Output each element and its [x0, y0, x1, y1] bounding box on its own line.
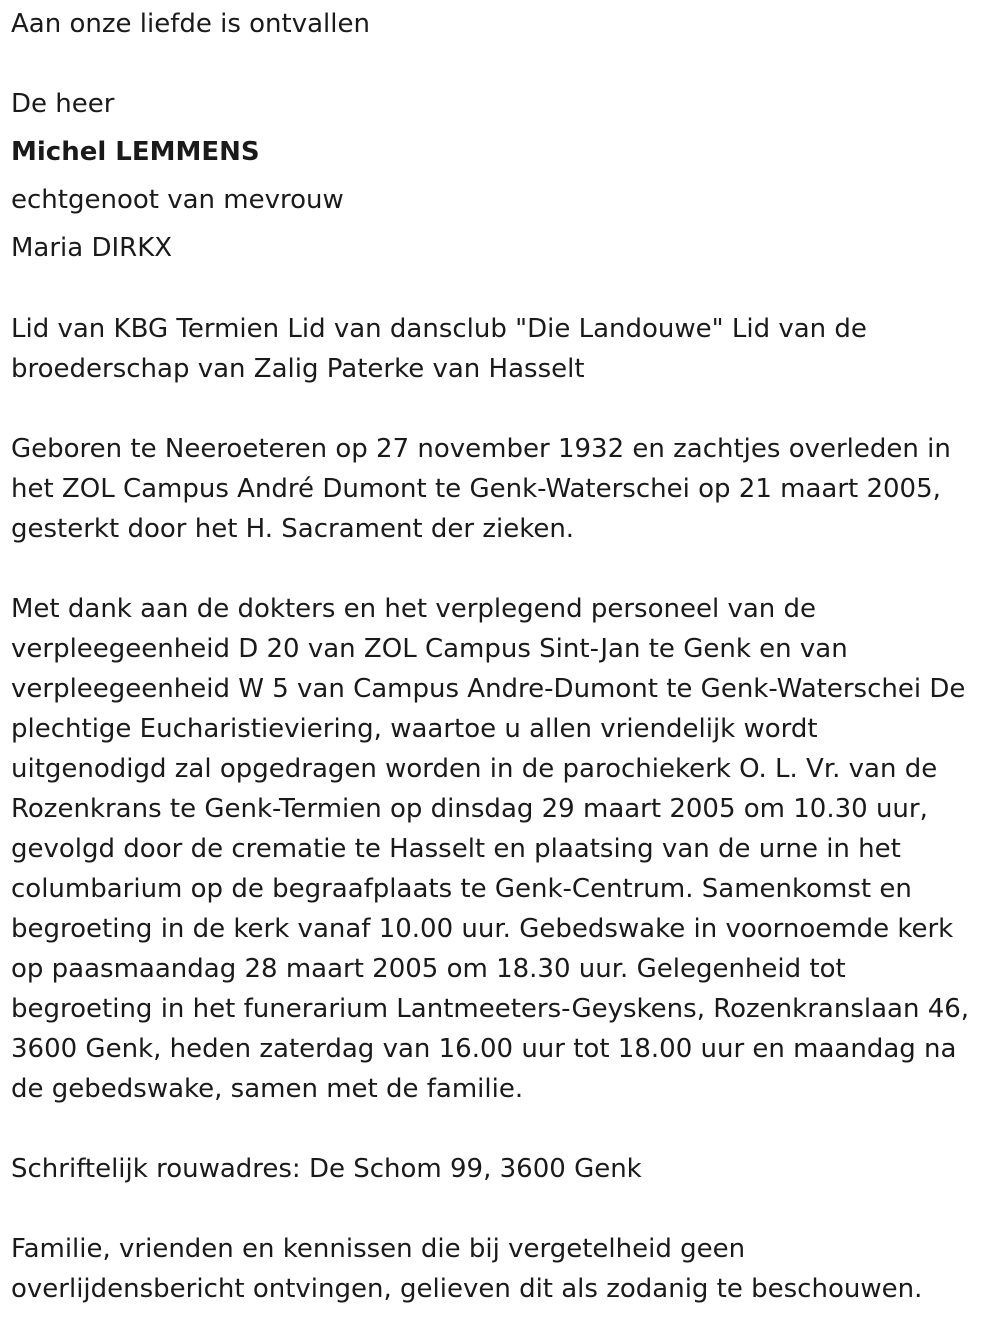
text-line: Met dank aan de dokters en het verplegend personeel van de — [11, 594, 817, 624]
spouse-label: echtgenoot van mevrouw — [11, 185, 344, 215]
text-line: uitgenodigd zal opgedragen worden in de parochiekerk O. L. Vr. van de — [11, 754, 938, 784]
text-line: overlijdensbericht ontvingen, gelieven dit als zodanig te beschouwen. — [11, 1274, 923, 1304]
text-line: columbarium op de begraafplaats te Genk-Centrum. Samenkomst en — [11, 874, 912, 904]
memberships-paragraph — [11, 309, 991, 389]
closing-paragraph — [11, 1229, 991, 1309]
text-line: verpleegeenheid W 5 van Campus Andre-Dumont te Genk-Waterschei De — [11, 674, 966, 704]
text-line: gesterkt door het H. Sacrament der zieken. — [11, 514, 575, 544]
text-line: begroeting in de kerk vanaf 10.00 uur. Gebedswake in voornoemde kerk — [11, 914, 954, 944]
intro-text: Aan onze liefde is ontvallen — [11, 9, 370, 39]
text-line: Geboren te Neeroeteren op 27 november 1932 en zachtjes overleden in — [11, 434, 951, 464]
mourning-address: Schriftelijk rouwadres: De Schom 99, 3600 Genk — [11, 1154, 642, 1184]
honorific: De heer — [11, 89, 115, 119]
text-line: plechtige Eucharistieviering, waartoe u allen vriendelijk wordt — [11, 714, 818, 744]
text-line: op paasmaandag 28 maart 2005 om 18.30 uur. Gelegenheid tot — [11, 954, 846, 984]
text-line: 3600 Genk, heden zaterdag van 16.00 uur tot 18.00 uur en maandag na — [11, 1034, 957, 1064]
birth-death-paragraph — [11, 429, 991, 549]
address-paragraph — [11, 1149, 991, 1189]
text-line: Familie, vrienden en kennissen die bij vergetelheid geen — [11, 1234, 746, 1264]
text-line: Lid van KBG Termien Lid van dansclub "Die Landouwe" Lid van de — [11, 314, 867, 344]
spouse-name: Maria DIRKX — [11, 233, 173, 263]
text-line: gevolgd door de crematie te Hasselt en plaatsing van de urne in het — [11, 834, 901, 864]
ceremony-paragraph — [11, 589, 991, 1109]
text-line: het ZOL Campus André Dumont te Genk-Waterschei op 21 maart 2005, — [11, 474, 941, 504]
text-line: Rozenkrans te Genk-Termien op dinsdag 29 maart 2005 om 10.30 uur, — [11, 794, 928, 824]
text-line: begroeting in het funerarium Lantmeeters-Geyskens, Rozenkranslaan 46, — [11, 994, 970, 1024]
text-line: de gebedswake, samen met de familie. — [11, 1074, 524, 1104]
deceased-name: Michel LEMMENS — [11, 137, 260, 167]
text-line: broederschap van Zalig Paterke van Hasselt — [11, 354, 585, 384]
text-line: verpleegeenheid D 20 van ZOL Campus Sint-Jan te Genk en van — [11, 634, 848, 664]
